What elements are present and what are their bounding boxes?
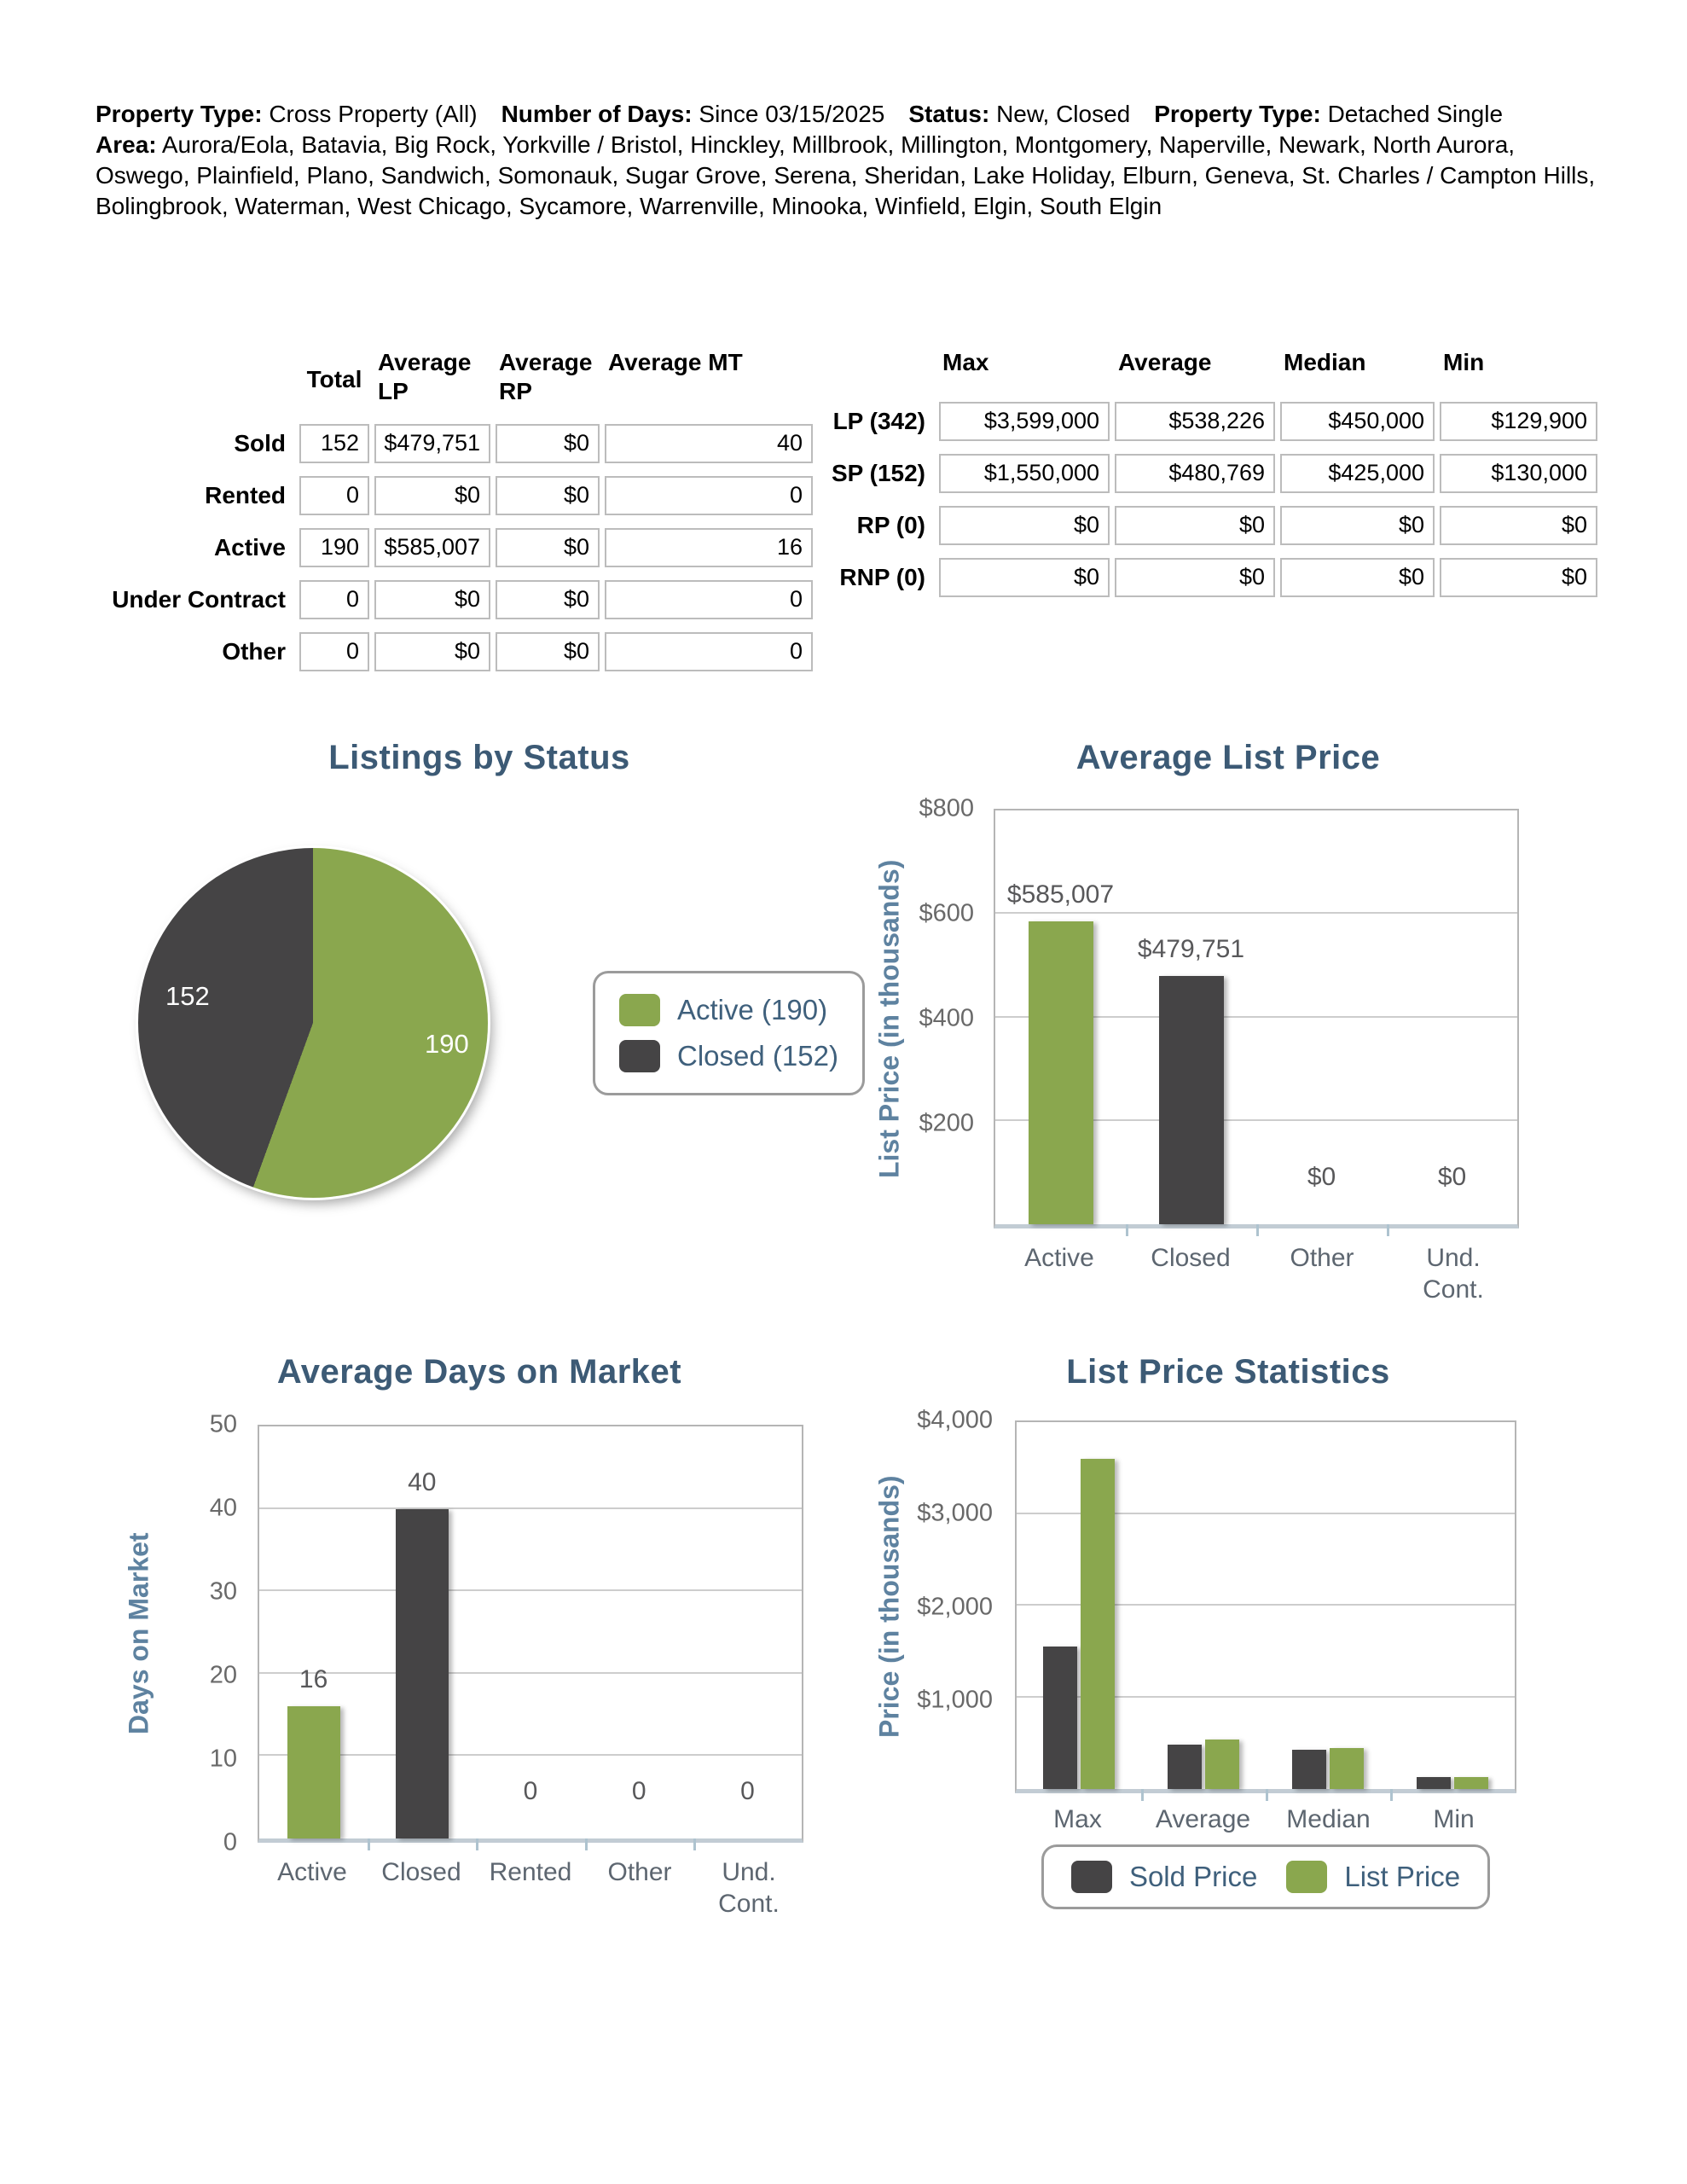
- bar-active: [1029, 921, 1093, 1224]
- x-axis-tick: [1390, 1789, 1393, 1801]
- bar-slot: [259, 1426, 368, 1838]
- row-label: RNP (0): [839, 564, 925, 590]
- bar-value-label: 0: [523, 1777, 538, 1805]
- x-axis-tick: [368, 1838, 370, 1850]
- report-header: [96, 99, 1597, 222]
- column-header: Average MT: [608, 349, 743, 375]
- criteria-label: Status:: [908, 101, 990, 127]
- row-label: RP (0): [856, 512, 925, 538]
- bar-max-list-price: [1081, 1459, 1115, 1789]
- bar-slot: [1390, 1422, 1515, 1789]
- price-stats-table: [825, 348, 1597, 597]
- bar-value-label: $0: [1437, 1163, 1467, 1191]
- bar-value-label: $585,007: [1006, 880, 1115, 909]
- bar-min-sold-price: [1417, 1777, 1451, 1789]
- row-label: Other: [222, 638, 286, 665]
- list-price-statistics-chart: [853, 1353, 1603, 1984]
- legend-label: Active (190): [677, 994, 828, 1025]
- pie-legend: [593, 971, 865, 1095]
- row-label: SP (152): [832, 460, 925, 486]
- x-axis-tick: [585, 1838, 588, 1850]
- table-cell: $0: [1440, 558, 1597, 597]
- pie-slice-label-closed: 152: [165, 981, 210, 1011]
- bar-value-label: 0: [631, 1777, 646, 1805]
- legend-item-closed: [619, 1040, 838, 1072]
- table-cell: $0: [496, 528, 600, 567]
- criteria-label: Area:: [96, 131, 157, 158]
- y-tick-label: $2,000: [917, 1593, 993, 1620]
- x-axis-label: Other: [1290, 1244, 1354, 1272]
- row-label: Sold: [234, 430, 286, 456]
- y-axis-title: Price (in thousands): [873, 1475, 905, 1739]
- chart-title: Average Days on Market: [276, 1353, 682, 1391]
- bar-slot: [1141, 1422, 1266, 1789]
- table-cell: 40: [605, 424, 813, 463]
- bar-closed: [396, 1509, 449, 1838]
- bar-value-label: 16: [299, 1665, 328, 1694]
- active-swatch: [619, 994, 660, 1026]
- table-cell: 0: [605, 580, 813, 619]
- y-tick-label: 40: [209, 1494, 237, 1522]
- table-cell: 152: [299, 424, 369, 463]
- plot-area: [258, 1425, 803, 1843]
- price-legend: [1041, 1844, 1490, 1909]
- table-cell: $538,226: [1115, 402, 1275, 441]
- table-cell: 16: [605, 528, 813, 567]
- criteria-value: New, Closed: [996, 101, 1131, 127]
- x-axis-label: Und. Cont.: [1423, 1244, 1484, 1304]
- bar-slot: [1266, 1422, 1390, 1789]
- table-cell: $425,000: [1280, 454, 1435, 493]
- table-cell: $0: [939, 506, 1110, 545]
- table-cell: 0: [299, 580, 369, 619]
- x-axis-tick: [1141, 1789, 1144, 1801]
- criteria-value: Since 03/15/2025: [699, 101, 885, 127]
- y-axis-title: Days on Market: [123, 1532, 154, 1735]
- bar-value-label: $479,751: [1137, 935, 1245, 964]
- table-cell: $0: [1115, 558, 1275, 597]
- table-cell: $0: [496, 580, 600, 619]
- x-axis-tick: [1387, 1224, 1389, 1236]
- y-tick-label: $800: [919, 794, 974, 822]
- x-axis-label: Max: [1053, 1805, 1102, 1833]
- table-cell: $450,000: [1280, 402, 1435, 441]
- bar-slot: [1256, 810, 1387, 1224]
- x-axis-label: Median: [1286, 1805, 1371, 1833]
- bar-active: [287, 1706, 340, 1838]
- criteria-number-of-days: [501, 101, 885, 127]
- row-label: Rented: [205, 482, 286, 508]
- plot-area: [1015, 1420, 1516, 1793]
- column-header: Min: [1443, 349, 1485, 375]
- criteria-label: Property Type:: [96, 101, 263, 127]
- table-cell: $0: [1280, 558, 1435, 597]
- x-axis-label: Closed: [381, 1858, 461, 1886]
- table-corner: [825, 348, 934, 389]
- x-axis-tick: [1126, 1224, 1128, 1236]
- criteria-label: Property Type:: [1154, 101, 1321, 127]
- bar-closed: [1159, 976, 1224, 1224]
- table-cell: $0: [374, 632, 490, 671]
- x-axis-labels: [258, 1856, 803, 1920]
- bar-slot: [995, 810, 1126, 1224]
- plot-area: [994, 809, 1519, 1228]
- criteria-value: Detached Single: [1327, 101, 1504, 127]
- bar-min-list-price: [1454, 1777, 1488, 1789]
- criteria-property-type-2: [1154, 101, 1503, 127]
- row-label: Under Contract: [112, 586, 286, 613]
- bar-median-list-price: [1330, 1748, 1364, 1789]
- bar-slot: [1387, 810, 1517, 1224]
- bar-average-list-price: [1205, 1740, 1239, 1789]
- criteria-value: Cross Property (All): [269, 101, 478, 127]
- list-price-swatch: [1286, 1861, 1327, 1893]
- summary-tables: [96, 348, 1597, 671]
- chart-title: Listings by Status: [328, 739, 630, 776]
- table-corner: [96, 348, 294, 411]
- table-cell: $1,550,000: [939, 454, 1110, 493]
- y-tick-label: 0: [223, 1828, 237, 1856]
- bar-slot: [693, 1426, 802, 1838]
- y-tick-label: 20: [209, 1661, 237, 1689]
- table-cell: $480,769: [1115, 454, 1275, 493]
- listings-by-status-chart: [96, 739, 863, 1251]
- y-tick-label: 50: [209, 1410, 237, 1438]
- column-header: Average RP: [499, 349, 593, 404]
- chart-title: Average List Price: [1075, 739, 1381, 776]
- bar-slot: [1017, 1422, 1141, 1789]
- table-cell: $0: [1115, 506, 1275, 545]
- y-tick-label: $400: [919, 1004, 974, 1032]
- y-axis-ticks: [902, 1406, 1003, 1793]
- y-tick-label: $3,000: [917, 1499, 993, 1527]
- bar-slot: [368, 1426, 476, 1838]
- bar-max-sold-price: [1043, 1647, 1077, 1789]
- row-label: Active: [213, 534, 286, 561]
- bar-slot: [476, 1426, 584, 1838]
- average-days-on-market-chart: [96, 1353, 863, 1950]
- x-axis-tick: [693, 1838, 696, 1850]
- x-axis-label: Rented: [489, 1858, 572, 1886]
- bar-slot: [585, 1426, 693, 1838]
- x-axis-label: Und. Cont.: [718, 1858, 780, 1918]
- y-axis-ticks: [172, 1410, 247, 1856]
- legend-item-active: [619, 994, 838, 1026]
- bar-median-sold-price: [1292, 1750, 1326, 1789]
- criteria-property-type: [96, 101, 478, 127]
- x-axis-label: Min: [1433, 1805, 1475, 1833]
- table-cell: $585,007: [374, 528, 490, 567]
- bar-slot: [1126, 810, 1256, 1224]
- column-header: Max: [942, 349, 989, 375]
- table-cell: $130,000: [1440, 454, 1597, 493]
- bar-value-label: 0: [740, 1777, 755, 1805]
- criteria-value: Aurora/Eola, Batavia, Big Rock, Yorkville / Bristol, Hinckley, Millbrook, Millington, Montgomery, Naperville, Newark, North Aurora, Oswego, Plainfield, Plano, Sandwich, Somonauk, Sugar Grove, Serena, Sheridan, Lake Holiday, Elburn, Geneva, St. Charles / Campton Hills, Bolingbrook, Waterman, West Chicago, Sycamore, Warrenville, Minooka, Winfield, Elgin, South Elgin: [96, 131, 1596, 219]
- x-axis-labels: [1015, 1804, 1516, 1835]
- table-cell: $0: [1280, 506, 1435, 545]
- table-cell: $3,599,000: [939, 402, 1110, 441]
- table-cell: $0: [496, 424, 600, 463]
- report-criteria-line: [96, 99, 1597, 130]
- y-tick-label: $200: [919, 1109, 974, 1137]
- x-axis-label: Other: [607, 1858, 672, 1886]
- table-cell: $0: [496, 476, 600, 515]
- x-axis-tick: [1266, 1789, 1268, 1801]
- chart-title: List Price Statistics: [1066, 1353, 1390, 1391]
- table-cell: 0: [605, 632, 813, 671]
- y-axis-ticks: [902, 794, 984, 1228]
- legend-label: Sold Price: [1128, 1861, 1258, 1892]
- table-cell: $0: [374, 476, 490, 515]
- bar-average-sold-price: [1168, 1745, 1202, 1789]
- table-cell: 0: [299, 476, 369, 515]
- criteria-label: Number of Days:: [501, 101, 693, 127]
- y-tick-label: $4,000: [917, 1406, 993, 1434]
- column-header: Median: [1284, 349, 1366, 375]
- table-cell: $0: [1440, 506, 1597, 545]
- y-tick-label: $600: [919, 899, 974, 927]
- table-cell: $0: [939, 558, 1110, 597]
- table-cell: $129,900: [1440, 402, 1597, 441]
- pie-slice-label-active: 190: [425, 1029, 469, 1059]
- criteria-area: [96, 130, 1597, 222]
- table-cell: 0: [605, 476, 813, 515]
- status-summary-table: [96, 348, 813, 671]
- column-header: Average LP: [378, 349, 472, 404]
- y-axis-title: List Price (in thousands): [873, 859, 905, 1178]
- bar-value-label: $0: [1307, 1163, 1336, 1191]
- status-pie: [138, 848, 488, 1198]
- legend-item-sold-price: [1071, 1861, 1257, 1893]
- table-cell: $479,751: [374, 424, 490, 463]
- x-axis-label: Active: [277, 1858, 347, 1886]
- criteria-status: [908, 101, 1130, 127]
- table-cell: 0: [299, 632, 369, 671]
- closed-swatch: [619, 1040, 660, 1072]
- x-axis-tick: [476, 1838, 478, 1850]
- column-header: Average: [1118, 349, 1212, 375]
- x-axis-label: Average: [1155, 1805, 1251, 1833]
- legend-item-list-price: [1286, 1861, 1460, 1893]
- bar-value-label: 40: [408, 1467, 437, 1496]
- table-cell: 190: [299, 528, 369, 567]
- x-axis-label: Active: [1024, 1244, 1094, 1272]
- sold-price-swatch: [1071, 1861, 1112, 1893]
- x-axis-labels: [994, 1242, 1519, 1305]
- table-cell: $0: [374, 580, 490, 619]
- x-axis-label: Closed: [1151, 1244, 1231, 1272]
- average-list-price-chart: [853, 739, 1603, 1302]
- column-header: Total: [306, 366, 362, 392]
- y-tick-label: 10: [209, 1745, 237, 1773]
- x-axis-tick: [1256, 1224, 1259, 1236]
- row-label: LP (342): [832, 408, 925, 434]
- legend-label: List Price: [1344, 1861, 1461, 1892]
- y-tick-label: 30: [209, 1577, 237, 1606]
- table-cell: $0: [496, 632, 600, 671]
- y-tick-label: $1,000: [917, 1686, 993, 1714]
- legend-label: Closed (152): [677, 1040, 838, 1072]
